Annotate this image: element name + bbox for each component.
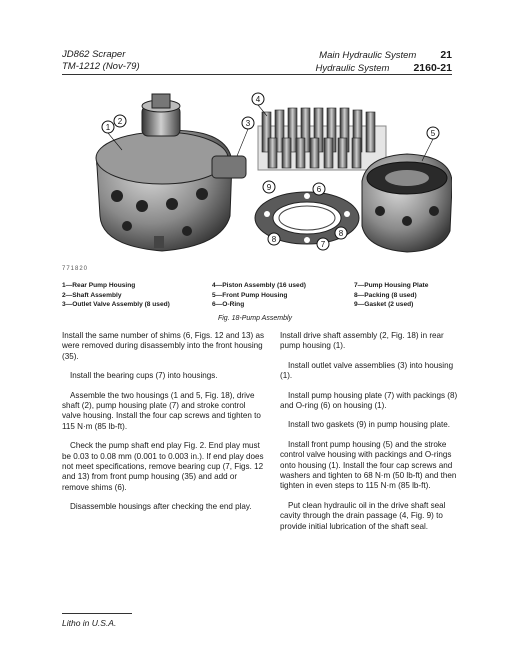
legend-item: 5—Front Pump Housing	[212, 291, 288, 299]
pump-assembly-figure	[62, 86, 452, 264]
header-rule	[62, 74, 452, 75]
svg-text:4: 4	[255, 95, 261, 104]
callout-7	[317, 238, 329, 250]
manual-title: JD862 Scraper	[62, 49, 126, 60]
callout-2	[114, 115, 126, 127]
paragraph: Assemble the two housings (1 and 5, Fig. 18), drive shaft (2), pump housing plate (7) and stroke control valve housing. Install the four cap screws and tighten to 115 N·m (85 lb-ft).	[62, 390, 261, 431]
paragraph: Install drive shaft assembly (2, Fig. 18) in rear pump housing (1).	[280, 331, 444, 351]
paragraph: Install the same number of shims (6, Figs. 12 and 13) as were removed during disassembly into the front housing (35).	[62, 331, 264, 361]
legend-item: 8—Packing (8 used)	[354, 291, 417, 299]
paragraph: Install outlet valve assemblies (3) into housing (1).	[280, 360, 454, 381]
callout-3	[237, 117, 254, 156]
legend-item: 1—Rear Pump Housing	[62, 282, 136, 289]
paragraph: Install pump housing plate (7) with packings (8) and O-ring (6) on housing (1).	[280, 390, 458, 411]
legend-item: 3—Outlet Valve Assembly (8 used)	[62, 301, 170, 308]
callout-6	[313, 183, 325, 195]
rear-pump-housing	[96, 130, 232, 251]
footer-rule	[62, 613, 132, 614]
section-number: 2160-21	[413, 62, 452, 74]
paragraph: Install the bearing cups (7) into housings.	[70, 371, 218, 381]
shaft-assembly	[142, 94, 180, 136]
svg-text:2: 2	[117, 117, 123, 126]
svg-text:9: 9	[266, 183, 272, 192]
callout-8b	[335, 227, 347, 239]
manual-code: TM-1212 (Nov-79)	[62, 61, 140, 72]
svg-text:8: 8	[338, 229, 344, 238]
legend-column-2	[212, 281, 306, 310]
footer-litho: Litho in U.S.A.	[62, 618, 117, 628]
legend-item: 2—Shaft Assembly	[62, 291, 122, 299]
legend-item: 4—Piston Assembly (16 used)	[212, 282, 306, 289]
svg-text:7: 7	[320, 240, 326, 249]
svg-text:1: 1	[105, 123, 111, 132]
legend-item: 9—Gasket (2 used)	[354, 301, 414, 308]
right-column	[280, 331, 462, 541]
callout-5	[422, 127, 439, 161]
section-title: Main Hydraulic System	[319, 50, 417, 61]
paragraph: Disassemble housings after checking the end play.	[70, 502, 252, 512]
paragraph: Check the pump shaft end play Fig. 2. End play must be 0.03 to 0.08 mm (0.001 to 0.003 in.). If end play does not meet specifications, remove bearing cup (7, Figs. 12 and 13) from front pump housing (35) and add or remove shims (6).	[62, 441, 264, 492]
svg-text:8: 8	[271, 235, 277, 244]
front-pump-housing	[362, 154, 452, 252]
callout-8a	[268, 233, 280, 245]
svg-text:5: 5	[430, 129, 436, 138]
paragraph: Install two gaskets (9) in pump housing plate.	[288, 420, 450, 430]
paragraph: Put clean hydraulic oil in the drive shaft seal cavity through the drain passage (4, Fig. 9) to provide initial lubrication of the shaft seal.	[280, 500, 446, 531]
header-right	[316, 49, 452, 75]
legend-column-1	[62, 281, 170, 310]
legend-item: 6—O-Ring	[212, 301, 245, 308]
callout-9	[263, 181, 275, 193]
paragraph: Install front pump housing (5) and the stroke control valve housing with packings and O-rings onto housing (1). Install the four cap screws and washers and tighten to 68 N·m (50 lb-ft) and then tighten in even steps to 115 N·m (85 lb-ft).	[280, 439, 457, 491]
photo-code: 771820	[62, 266, 89, 272]
page-number: 21	[440, 49, 452, 61]
subsection-title: Hydraulic System	[315, 63, 390, 74]
svg-text:3: 3	[245, 119, 251, 128]
piston-assemblies	[258, 108, 386, 170]
figure-caption: Fig. 18-Pump Assembly	[217, 315, 293, 322]
left-column	[62, 331, 264, 522]
header-left	[62, 49, 140, 73]
outlet-valve	[212, 156, 246, 178]
legend-item: 7—Pump Housing Plate	[354, 282, 429, 289]
svg-text:6: 6	[316, 185, 322, 194]
legend-column-3	[354, 281, 428, 310]
